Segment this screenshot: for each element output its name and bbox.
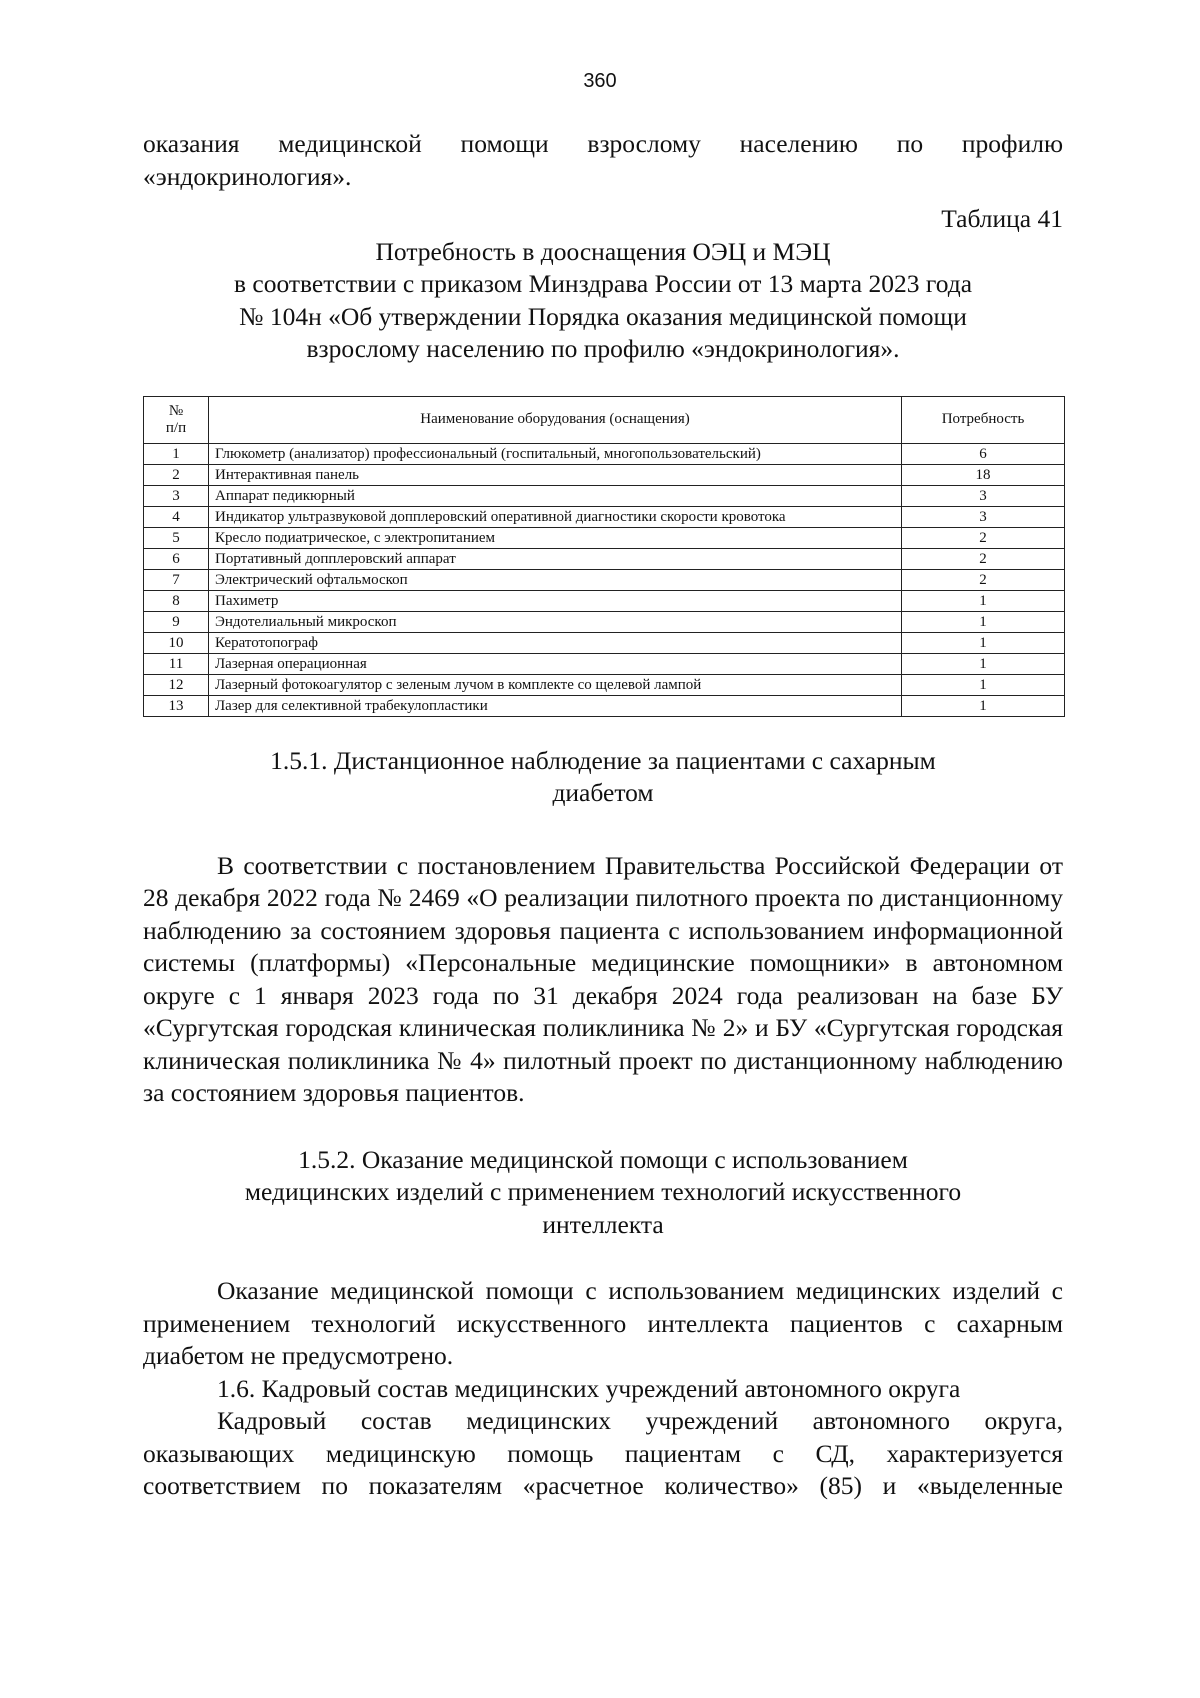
table-row (144, 527, 1065, 548)
table-row (144, 443, 1065, 464)
heading-line: 1.5.2. Оказание медицинской помощи с использованием (298, 1144, 908, 1174)
row-num: 9 (144, 611, 209, 632)
table-title-line: Потребность в дооснащения ОЭЦ и МЭЦ (375, 236, 831, 266)
table-row (144, 674, 1065, 695)
row-num: 13 (144, 695, 209, 716)
table-title-line: № 104н «Об утверждении Порядка оказания медицинской помощи (239, 301, 967, 331)
table-row (144, 548, 1065, 569)
section-151-paragraph: В соответствии с постановлением Правительства Российской Федерации от 28 декабря 2022 года № 2469 «О реализации пилотного проекта по дистанционному наблюдению за состоянием здоровья пациента с использованием информационной системы (платформы) «Персональные медицинские помощники» в автономном округе с 1 января 2023 года по 31 декабря 2024 года реализован на базе БУ «Сургутская городская клиническая поликлиника № 2» и БУ «Сургутская городская клиническая поликлиника № 4» пилотный проект по дистанционному наблюдению за состоянием здоровья пациентов. (143, 850, 1063, 1107)
table-header-row (144, 396, 1065, 443)
row-name: Индикатор ультразвуковой допплеровский оперативной диагностики скорости кровотока (209, 506, 902, 527)
row-name: Лазерная операционная (209, 653, 902, 674)
row-qty: 3 (902, 506, 1065, 527)
heading-line: диабетом (552, 778, 654, 807)
row-num: 10 (144, 632, 209, 653)
row-qty: 1 (902, 674, 1065, 695)
row-name: Глюкометр (анализатор) профессиональный (госпитальный, многопользовательский) (209, 443, 902, 464)
section-16-heading: 1.6. Кадровый состав медицинских учреждений автономного округа (217, 1373, 961, 1403)
row-num: 2 (144, 464, 209, 485)
header-qty: Потребность (902, 396, 1065, 443)
row-num: 8 (144, 590, 209, 611)
row-name: Кресло подиатрическое, с электропитанием (209, 527, 902, 548)
section-152-paragraph: Оказание медицинской помощи с использованием медицинских изделий с применением технологий искусственного интеллекта пациентов с сахарным диабетом не предусмотрено. (143, 1276, 1063, 1370)
section-heading-151 (143, 745, 1063, 810)
table-row (144, 464, 1065, 485)
row-qty: 1 (902, 611, 1065, 632)
row-qty: 1 (902, 695, 1065, 716)
row-qty: 2 (902, 569, 1065, 590)
row-name: Лазер для селективной трабекулопластики (209, 695, 902, 716)
intro-paragraph: оказания медицинской помощи взрослому населению по профилю «эндокринология». (143, 129, 1063, 191)
section-heading-152 (143, 1144, 1063, 1242)
row-name: Электрический офтальмоскоп (209, 569, 902, 590)
row-qty: 3 (902, 485, 1065, 506)
row-qty: 1 (902, 632, 1065, 653)
table-label: Таблица 41 (941, 204, 1063, 233)
row-qty: 1 (902, 653, 1065, 674)
row-name: Пахиметр (209, 590, 902, 611)
row-name: Лазерный фотокоагулятор с зеленым лучом в комплекте со щелевой лампой (209, 674, 902, 695)
equipment-table (143, 396, 1065, 717)
table-row (144, 506, 1065, 527)
row-name: Аппарат педикюрный (209, 485, 902, 506)
heading-line: 1.5.1. Дистанционное наблюдение за пациентами с сахарным (270, 745, 936, 775)
table-row (144, 632, 1065, 653)
table-row (144, 485, 1065, 506)
table-row (144, 695, 1065, 716)
row-qty: 6 (902, 443, 1065, 464)
document-body (143, 128, 1063, 1503)
table-row (144, 653, 1065, 674)
table-row (144, 611, 1065, 632)
table-title-line: взрослому населению по профилю «эндокринология». (306, 334, 900, 363)
table-row (144, 590, 1065, 611)
table-title (143, 236, 1063, 366)
row-name: Кератотопограф (209, 632, 902, 653)
section-16-paragraph: Кадровый состав медицинских учреждений автономного округа, оказывающих медицинскую помощь пациентам с СД, характеризуется соответствием по показателям «расчетное количество» (85) и «выделенные (143, 1406, 1063, 1500)
header-num-abbr: п/п (165, 419, 187, 436)
row-num: 3 (144, 485, 209, 506)
heading-line: медицинских изделий с применением технологий искусственного (244, 1177, 962, 1206)
row-num: 6 (144, 548, 209, 569)
table-title-line: в соответствии с приказом Минздрава России от 13 марта 2023 года (233, 269, 973, 298)
row-name: Эндотелиальный микроскоп (209, 611, 902, 632)
heading-line: интеллекта (542, 1209, 664, 1239)
header-name: Наименование оборудования (оснащения) (209, 396, 902, 443)
row-num: 12 (144, 674, 209, 695)
row-num: 11 (144, 653, 209, 674)
header-num-symbol: № (168, 402, 184, 419)
row-num: 4 (144, 506, 209, 527)
row-num: 5 (144, 527, 209, 548)
row-qty: 2 (902, 548, 1065, 569)
header-num (144, 396, 209, 443)
table-row (144, 569, 1065, 590)
row-name: Портативный допплеровский аппарат (209, 548, 902, 569)
row-qty: 2 (902, 527, 1065, 548)
page-number: 360 (583, 70, 617, 92)
row-qty: 18 (902, 464, 1065, 485)
row-qty: 1 (902, 590, 1065, 611)
row-num: 7 (144, 569, 209, 590)
row-name: Интерактивная панель (209, 464, 902, 485)
row-num: 1 (144, 443, 209, 464)
